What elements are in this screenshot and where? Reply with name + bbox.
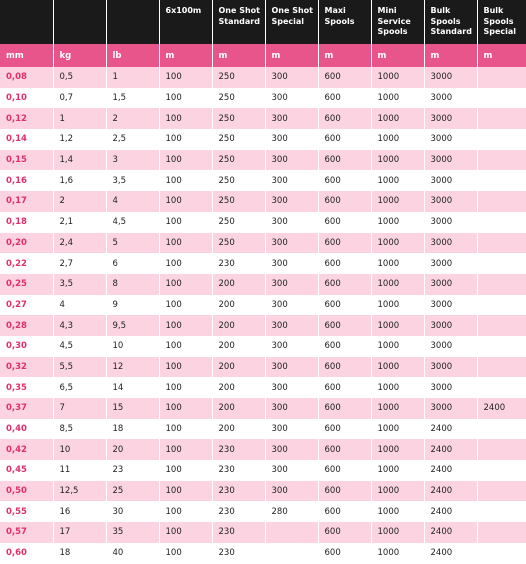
table-cell — [477, 522, 526, 543]
table-row — [0, 522, 526, 543]
table-cell: 300 — [265, 108, 318, 129]
table-cell: 1000 — [371, 419, 424, 440]
table-cell: 0,7 — [53, 88, 106, 109]
table-cell: 1000 — [371, 88, 424, 109]
table-cell: 4 — [53, 295, 106, 316]
table-cell: 14 — [106, 377, 159, 398]
table-cell: 3000 — [424, 315, 477, 336]
table-cell: 200 — [212, 274, 265, 295]
table-cell: 100 — [159, 315, 212, 336]
table-cell: 300 — [265, 439, 318, 460]
table-cell: 230 — [212, 501, 265, 522]
table-row — [0, 67, 526, 88]
table-cell: 600 — [318, 543, 371, 564]
table-cell: 1000 — [371, 108, 424, 129]
diameter-cell: 0,25 — [0, 274, 53, 295]
table-cell: 200 — [212, 377, 265, 398]
table-cell: 2400 — [424, 481, 477, 502]
diameter-cell: 0,18 — [0, 212, 53, 233]
table-row — [0, 336, 526, 357]
table-cell: 1000 — [371, 377, 424, 398]
table-cell: 300 — [265, 315, 318, 336]
table-row — [0, 398, 526, 419]
table-cell: 300 — [265, 274, 318, 295]
table-cell — [477, 191, 526, 212]
table-cell: 250 — [212, 129, 265, 150]
table-cell: 1,6 — [53, 170, 106, 191]
table-cell: 300 — [265, 377, 318, 398]
table-cell: 9,5 — [106, 315, 159, 336]
table-cell: 100 — [159, 481, 212, 502]
table-cell: 100 — [159, 398, 212, 419]
table-cell: 20 — [106, 439, 159, 460]
table-cell: 300 — [265, 481, 318, 502]
table-cell: 100 — [159, 357, 212, 378]
table-cell: 300 — [265, 88, 318, 109]
table-cell — [477, 233, 526, 254]
table-cell — [477, 212, 526, 233]
table-cell: 2,4 — [53, 233, 106, 254]
table-cell: 1000 — [371, 233, 424, 254]
table-cell: 250 — [212, 88, 265, 109]
table-cell: 300 — [265, 67, 318, 88]
table-cell: 100 — [159, 377, 212, 398]
table-row — [0, 212, 526, 233]
table-cell: 12 — [106, 357, 159, 378]
table-cell: 230 — [212, 460, 265, 481]
table-cell: 250 — [212, 150, 265, 171]
diameter-cell: 0,28 — [0, 315, 53, 336]
column-header: One Shot Standard — [212, 0, 265, 44]
table-cell — [477, 253, 526, 274]
table-cell: 18 — [53, 543, 106, 564]
table-cell: 1000 — [371, 398, 424, 419]
table-cell: 300 — [265, 233, 318, 254]
table-cell: 250 — [212, 212, 265, 233]
table-cell: 2400 — [424, 419, 477, 440]
table-cell: 1000 — [371, 274, 424, 295]
table-cell: 100 — [159, 253, 212, 274]
table-cell: 600 — [318, 336, 371, 357]
column-header — [0, 0, 53, 44]
table-row — [0, 150, 526, 171]
table-cell: 1000 — [371, 129, 424, 150]
table-cell: 1000 — [371, 295, 424, 316]
diameter-cell: 0,16 — [0, 170, 53, 191]
diameter-cell: 0,50 — [0, 481, 53, 502]
table-cell — [265, 522, 318, 543]
table-cell: 600 — [318, 170, 371, 191]
table-cell: 600 — [318, 129, 371, 150]
table-cell: 4,5 — [53, 336, 106, 357]
diameter-cell: 0,55 — [0, 501, 53, 522]
table-cell: 10 — [106, 336, 159, 357]
table-cell: 10 — [53, 439, 106, 460]
table-cell: 3000 — [424, 274, 477, 295]
table-cell: 600 — [318, 377, 371, 398]
column-header: Bulk Spools Special — [477, 0, 526, 44]
table-cell — [477, 315, 526, 336]
header-row — [0, 0, 526, 44]
table-cell: 1000 — [371, 460, 424, 481]
table-cell: 100 — [159, 460, 212, 481]
table-cell — [477, 460, 526, 481]
table-cell: 100 — [159, 295, 212, 316]
table-cell: 200 — [212, 398, 265, 419]
table-cell: 600 — [318, 481, 371, 502]
table-cell: 1 — [106, 67, 159, 88]
table-cell: 600 — [318, 295, 371, 316]
table-cell: 2,7 — [53, 253, 106, 274]
table-cell: 250 — [212, 67, 265, 88]
table-cell: 100 — [159, 67, 212, 88]
table-row — [0, 253, 526, 274]
table-row — [0, 233, 526, 254]
column-header: Mini Service Spools — [371, 0, 424, 44]
table-cell: 1,5 — [106, 88, 159, 109]
unit-cell: m — [265, 44, 318, 67]
table-cell: 300 — [265, 336, 318, 357]
table-cell: 1,2 — [53, 129, 106, 150]
table-row — [0, 357, 526, 378]
table-cell: 2400 — [424, 522, 477, 543]
diameter-cell: 0,10 — [0, 88, 53, 109]
table-cell: 600 — [318, 501, 371, 522]
unit-cell: m — [318, 44, 371, 67]
table-cell: 600 — [318, 357, 371, 378]
diameter-cell: 0,22 — [0, 253, 53, 274]
diameter-cell: 0,17 — [0, 191, 53, 212]
table-cell: 300 — [265, 212, 318, 233]
table-cell: 600 — [318, 522, 371, 543]
table-cell: 2400 — [424, 439, 477, 460]
table-cell: 12,5 — [53, 481, 106, 502]
table-cell: 3,5 — [53, 274, 106, 295]
table-cell: 300 — [265, 191, 318, 212]
table-cell: 200 — [212, 357, 265, 378]
table-cell: 600 — [318, 108, 371, 129]
table-cell: 8 — [106, 274, 159, 295]
table-cell: 1000 — [371, 522, 424, 543]
table-cell: 40 — [106, 543, 159, 564]
table-row — [0, 481, 526, 502]
table-cell: 3000 — [424, 170, 477, 191]
table-cell: 100 — [159, 336, 212, 357]
diameter-cell: 0,60 — [0, 543, 53, 564]
unit-cell: kg — [53, 44, 106, 67]
table-cell — [477, 377, 526, 398]
table-cell: 1000 — [371, 501, 424, 522]
table-cell: 15 — [106, 398, 159, 419]
table-cell: 200 — [212, 295, 265, 316]
diameter-cell: 0,57 — [0, 522, 53, 543]
table-row — [0, 295, 526, 316]
table-cell: 30 — [106, 501, 159, 522]
table-cell: 600 — [318, 274, 371, 295]
table-cell: 2,5 — [106, 129, 159, 150]
table-cell — [477, 439, 526, 460]
diameter-cell: 0,35 — [0, 377, 53, 398]
table-cell: 230 — [212, 439, 265, 460]
column-header — [53, 0, 106, 44]
table-cell: 3000 — [424, 191, 477, 212]
table-cell: 3000 — [424, 336, 477, 357]
table-cell: 3000 — [424, 129, 477, 150]
table-cell: 600 — [318, 191, 371, 212]
table-cell: 230 — [212, 543, 265, 564]
table-cell: 1000 — [371, 336, 424, 357]
table-cell: 1000 — [371, 150, 424, 171]
table-cell: 35 — [106, 522, 159, 543]
table-cell: 3000 — [424, 212, 477, 233]
diameter-cell: 0,12 — [0, 108, 53, 129]
table-cell: 300 — [265, 253, 318, 274]
table-cell: 8,5 — [53, 419, 106, 440]
table-cell — [477, 129, 526, 150]
table-cell: 300 — [265, 295, 318, 316]
table-row — [0, 460, 526, 481]
table-cell — [477, 295, 526, 316]
table-cell: 1 — [53, 108, 106, 129]
unit-cell: m — [371, 44, 424, 67]
diameter-cell: 0,15 — [0, 150, 53, 171]
table-cell: 25 — [106, 481, 159, 502]
table-cell: 100 — [159, 501, 212, 522]
table-cell — [477, 336, 526, 357]
table-cell: 100 — [159, 419, 212, 440]
table-row — [0, 274, 526, 295]
table-cell — [477, 543, 526, 564]
table-cell: 7 — [53, 398, 106, 419]
table-cell: 600 — [318, 88, 371, 109]
table-cell: 1000 — [371, 253, 424, 274]
table-cell: 17 — [53, 522, 106, 543]
table-cell: 250 — [212, 170, 265, 191]
table-cell: 3000 — [424, 398, 477, 419]
unit-cell: m — [212, 44, 265, 67]
table-cell: 250 — [212, 233, 265, 254]
table-cell: 1000 — [371, 170, 424, 191]
table-cell: 1000 — [371, 67, 424, 88]
table-cell: 6 — [106, 253, 159, 274]
table-cell: 1000 — [371, 439, 424, 460]
table-cell: 2400 — [477, 398, 526, 419]
table-cell: 230 — [212, 481, 265, 502]
table-cell: 11 — [53, 460, 106, 481]
table-row — [0, 543, 526, 564]
table-cell: 3000 — [424, 108, 477, 129]
diameter-cell: 0,45 — [0, 460, 53, 481]
diameter-cell: 0,14 — [0, 129, 53, 150]
table-cell: 100 — [159, 108, 212, 129]
table-cell: 2400 — [424, 460, 477, 481]
table-cell: 4,3 — [53, 315, 106, 336]
diameter-cell: 0,42 — [0, 439, 53, 460]
table-cell: 600 — [318, 233, 371, 254]
table-cell: 3 — [106, 150, 159, 171]
unit-cell: lb — [106, 44, 159, 67]
table-cell: 300 — [265, 170, 318, 191]
table-cell: 100 — [159, 522, 212, 543]
table-cell: 200 — [212, 336, 265, 357]
table-cell: 250 — [212, 108, 265, 129]
unit-cell: m — [159, 44, 212, 67]
diameter-cell: 0,37 — [0, 398, 53, 419]
unit-cell: m — [424, 44, 477, 67]
table-cell: 1000 — [371, 212, 424, 233]
table-cell: 100 — [159, 274, 212, 295]
table-cell: 18 — [106, 419, 159, 440]
table-cell: 600 — [318, 315, 371, 336]
diameter-cell: 0,32 — [0, 357, 53, 378]
table-cell: 6,5 — [53, 377, 106, 398]
column-header — [106, 0, 159, 44]
table-cell: 1000 — [371, 543, 424, 564]
table-cell: 5 — [106, 233, 159, 254]
column-header: One Shot Special — [265, 0, 318, 44]
table-cell — [477, 501, 526, 522]
table-cell: 600 — [318, 419, 371, 440]
table-cell: 100 — [159, 129, 212, 150]
table-cell: 1000 — [371, 315, 424, 336]
table-cell — [477, 150, 526, 171]
diameter-cell: 0,30 — [0, 336, 53, 357]
table-cell: 600 — [318, 439, 371, 460]
table-cell: 300 — [265, 150, 318, 171]
table-cell: 100 — [159, 233, 212, 254]
table-cell: 3000 — [424, 150, 477, 171]
table-cell: 250 — [212, 191, 265, 212]
table-row — [0, 377, 526, 398]
column-header: Bulk Spools Standard — [424, 0, 477, 44]
table-cell: 3000 — [424, 295, 477, 316]
table-row — [0, 419, 526, 440]
table-cell: 200 — [212, 315, 265, 336]
table-cell: 230 — [212, 522, 265, 543]
table-cell: 600 — [318, 150, 371, 171]
table-cell: 4,5 — [106, 212, 159, 233]
table-cell — [477, 170, 526, 191]
table-cell: 100 — [159, 212, 212, 233]
table-cell: 1000 — [371, 191, 424, 212]
table-cell: 3000 — [424, 88, 477, 109]
table-row — [0, 315, 526, 336]
table-cell: 5,5 — [53, 357, 106, 378]
table-cell: 2400 — [424, 543, 477, 564]
table-cell: 100 — [159, 439, 212, 460]
table-cell: 3000 — [424, 357, 477, 378]
table-body — [0, 67, 526, 564]
table-cell: 600 — [318, 398, 371, 419]
table-cell: 1000 — [371, 357, 424, 378]
column-header: 6x100m — [159, 0, 212, 44]
table-cell: 100 — [159, 543, 212, 564]
table-cell: 2400 — [424, 501, 477, 522]
diameter-cell: 0,40 — [0, 419, 53, 440]
table-cell: 3000 — [424, 67, 477, 88]
table-cell: 4 — [106, 191, 159, 212]
table-cell: 300 — [265, 129, 318, 150]
table-cell: 3,5 — [106, 170, 159, 191]
table-cell: 600 — [318, 67, 371, 88]
table-cell — [477, 481, 526, 502]
column-header: Maxi Spools — [318, 0, 371, 44]
table-cell: 300 — [265, 398, 318, 419]
unit-cell: mm — [0, 44, 53, 67]
table-row — [0, 191, 526, 212]
diameter-cell: 0,20 — [0, 233, 53, 254]
table-cell: 280 — [265, 501, 318, 522]
table-cell — [477, 274, 526, 295]
table-cell: 23 — [106, 460, 159, 481]
units-row — [0, 44, 526, 67]
table-cell: 300 — [265, 460, 318, 481]
table-row — [0, 439, 526, 460]
table-cell: 1000 — [371, 481, 424, 502]
table-cell: 3000 — [424, 233, 477, 254]
table-cell: 0,5 — [53, 67, 106, 88]
table-cell — [477, 419, 526, 440]
diameter-cell: 0,27 — [0, 295, 53, 316]
table-cell: 600 — [318, 212, 371, 233]
table-cell: 230 — [212, 253, 265, 274]
table-cell: 3000 — [424, 377, 477, 398]
table-cell: 300 — [265, 357, 318, 378]
table-cell: 2,1 — [53, 212, 106, 233]
table-row — [0, 501, 526, 522]
table-cell: 2 — [106, 108, 159, 129]
table-row — [0, 170, 526, 191]
table-cell — [477, 108, 526, 129]
table-cell — [477, 88, 526, 109]
table-cell — [265, 543, 318, 564]
table-cell — [477, 357, 526, 378]
table-cell: 2 — [53, 191, 106, 212]
table-cell: 600 — [318, 460, 371, 481]
table-cell: 9 — [106, 295, 159, 316]
table-cell: 100 — [159, 150, 212, 171]
table-cell: 100 — [159, 191, 212, 212]
diameter-cell: 0,08 — [0, 67, 53, 88]
table-cell: 16 — [53, 501, 106, 522]
unit-cell: m — [477, 44, 526, 67]
table-cell: 600 — [318, 253, 371, 274]
table-row — [0, 129, 526, 150]
table-cell: 1,4 — [53, 150, 106, 171]
table-cell: 100 — [159, 170, 212, 191]
table-row — [0, 88, 526, 109]
table-cell: 300 — [265, 419, 318, 440]
table-cell — [477, 67, 526, 88]
table-cell: 100 — [159, 88, 212, 109]
table-cell: 3000 — [424, 253, 477, 274]
table-row — [0, 108, 526, 129]
table-cell: 200 — [212, 419, 265, 440]
